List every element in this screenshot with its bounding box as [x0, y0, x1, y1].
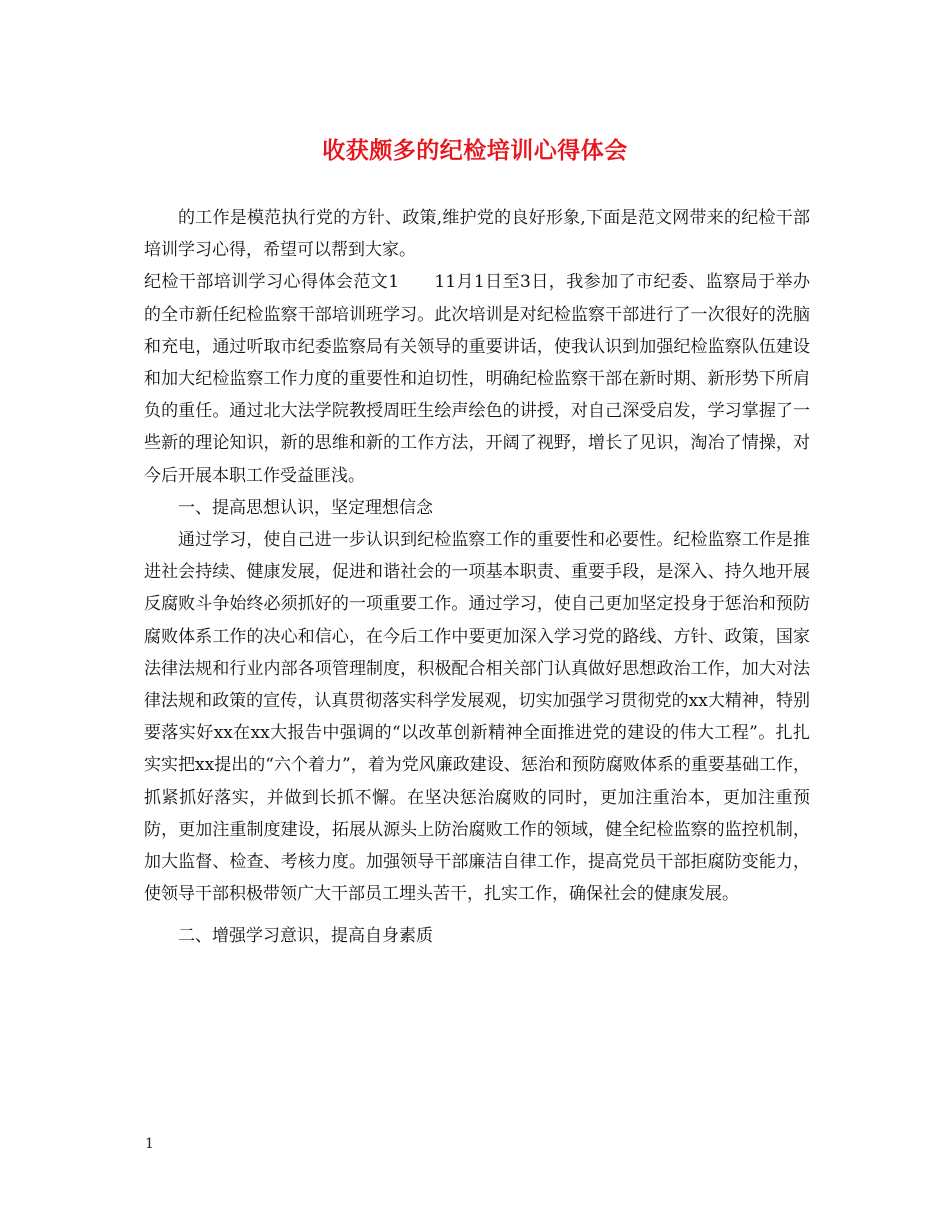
document-title: 收获颇多的纪检培训心得体会 [322, 137, 628, 164]
document-body [144, 202, 810, 953]
intro-paragraph: 的工作是模范执行党的方针、政策,维护党的良好形象,下面是范文网带来的纪检干部培训学习心得，希望可以帮到大家。 [144, 208, 810, 261]
essay-paragraph-1: 纪检干部培训学习心得体会范文1 11月1日至3日，我参加了市纪委、监察局于举办的全市新任纪检监察干部培训班学习。此次培训是对纪检监察干部进行了一次很好的洗脑和充电，通过听取市纪委监察局有关领导的重要讲话，使我认识到加强纪检监察队伍建设和加大纪检监察工作力度的重要性和迫切性，明确纪检监察干部在新时期、新形势下所肩负的重任。通过北大法学院教授周旺生绘声绘色的讲授，对自己深受启发，学习掌握了一些新的理论知识，新的思维和新的工作方法，开阔了视野，增长了见识，淘冶了情操，对今后开展本职工作受益匪浅。 [144, 272, 810, 486]
section-1-paragraph: 通过学习，使自己进一步认识到纪检监察工作的重要性和必要性。纪检监察工作是推进社会持续、健康发展，促进和谐社会的一项基本职责、重要手段，是深入、持久地开展反腐败斗争始终必须抓好的一项重要工作。通过学习，使自己更加坚定投身于惩治和预防腐败体系工作的决心和信心，在今后工作中要更加深入学习党的路线、方针、政策，国家法律法规和行业内部各项管理制度，积极配合相关部门认真做好思想政治工作，加大对法律法规和政策的宣传，认真贯彻落实科学发展观，切实加强学习贯彻党的xx大精神，特别要落实好xx在xx大报告中强调的“以改革创新精神全面推进党的建设的伟大工程”。扎扎实实把xx提出的“六个着力”，着为党风廉政建设、惩治和预防腐败体系的重要基础工作，抓紧抓好落实，并做到长抓不懈。在坚决惩治腐败的同时，更加注重治本，更加注重预防，更加注重制度建设，拓展从源头上防治腐败工作的领域，健全纪检监察的监控机制，加大监督、检查、考核力度。加强领导干部廉洁自律工作，提高党员干部拒腐防变能力，使领导干部积极带领广大干部员工埋头苦干，扎实工作，确保社会的健康发展。 [144, 530, 810, 905]
section-heading-2: 二、增强学习意识，提高自身素质 [178, 926, 433, 947]
page-number: 1 [145, 1136, 154, 1152]
section-heading-1: 一、提高思想认识，坚定理想信念 [178, 497, 433, 518]
